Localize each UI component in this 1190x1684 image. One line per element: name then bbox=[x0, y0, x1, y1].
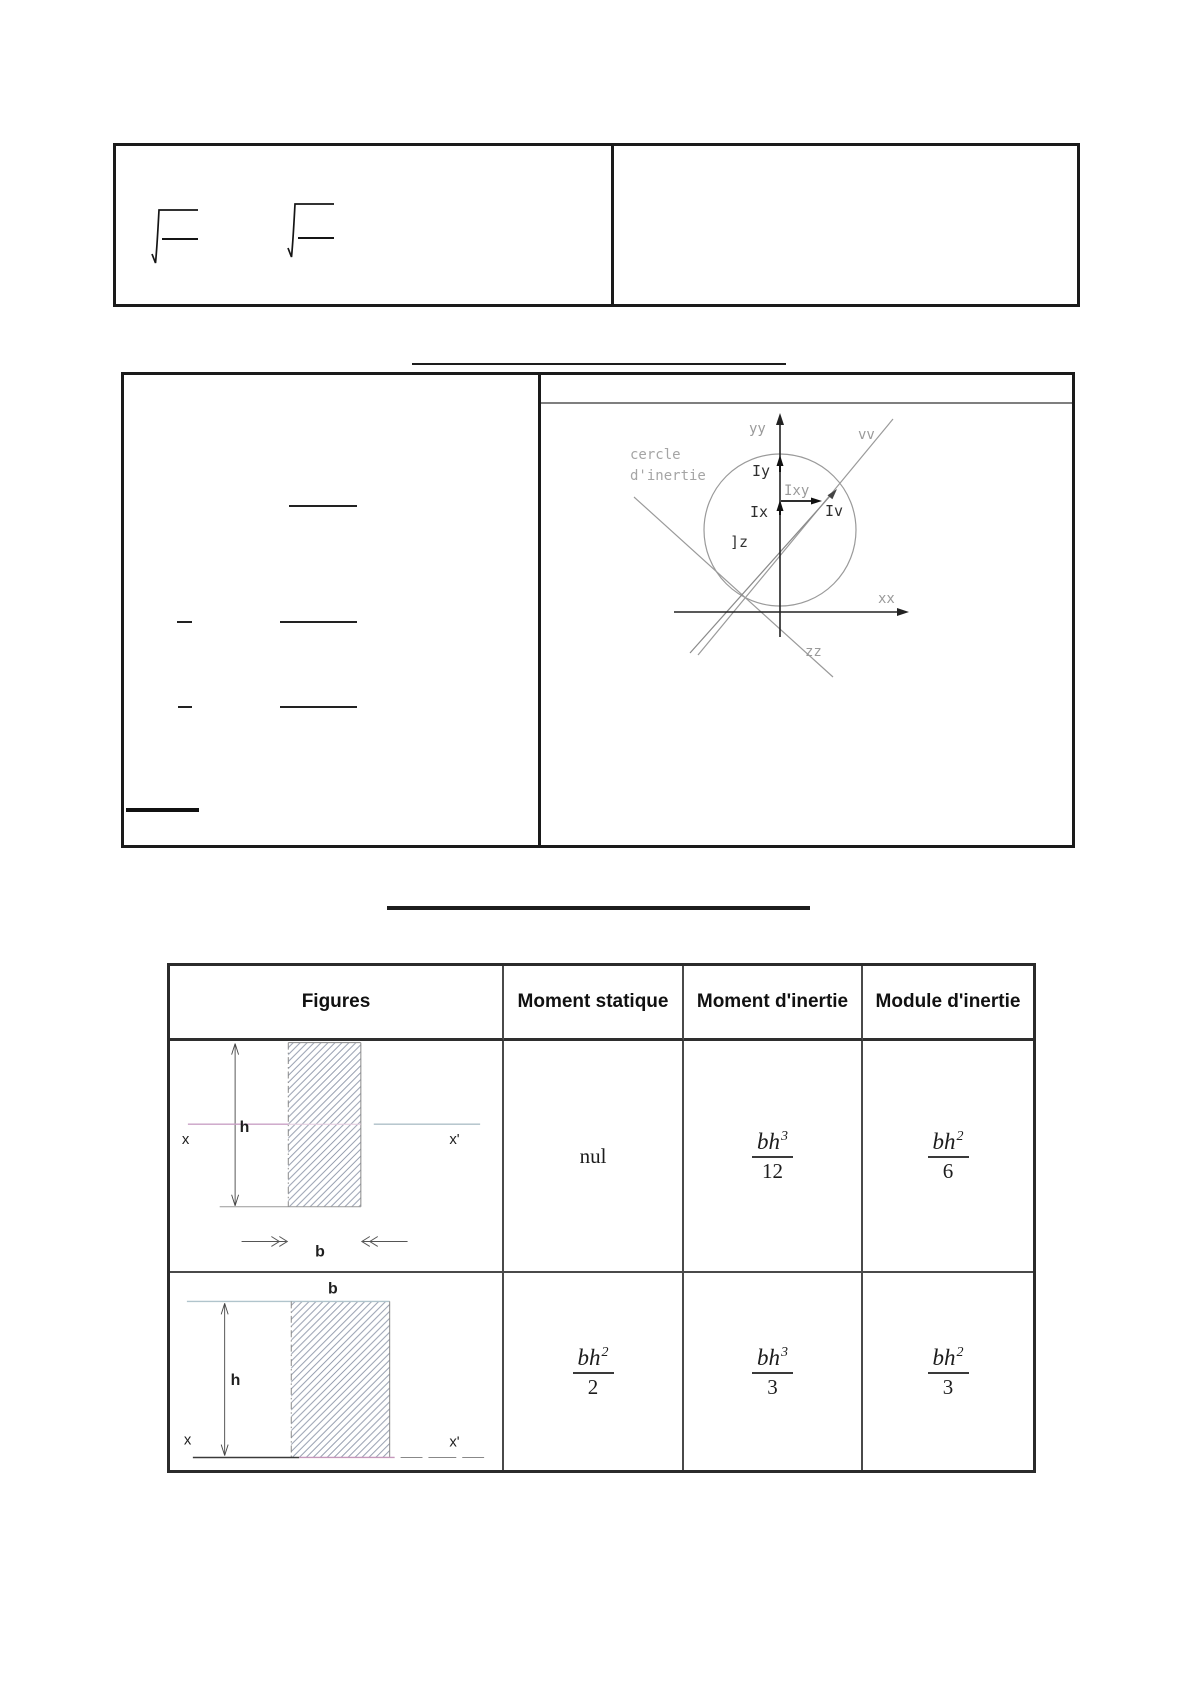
col-header-module-inertie: Module d'inertie bbox=[863, 966, 1033, 1041]
zz-axis-label: zz bbox=[805, 644, 822, 660]
figure-rect-centroid-axis bbox=[170, 1041, 504, 1273]
figure-2-drawing bbox=[170, 1273, 502, 1470]
b-label: b bbox=[328, 1280, 338, 1298]
ixy-label: Ixy bbox=[784, 483, 810, 499]
inertia-circle-diagram bbox=[541, 375, 1072, 839]
col-header-moment-statique: Moment statique bbox=[504, 966, 684, 1041]
section-heading-underline-2 bbox=[387, 906, 810, 910]
radical-sign bbox=[288, 204, 334, 257]
h-label: h bbox=[230, 1371, 241, 1389]
col-header-figures: Figures bbox=[170, 966, 504, 1041]
top-table-divider bbox=[611, 146, 614, 304]
frac-base: bh bbox=[932, 1344, 956, 1370]
formula-bar-3 bbox=[280, 706, 357, 708]
frac-exp: 2 bbox=[956, 1344, 964, 1360]
x-label: x bbox=[181, 1132, 190, 1149]
yy-axis-label: yy bbox=[749, 421, 766, 437]
fraction bbox=[752, 1130, 793, 1182]
frac-den: 3 bbox=[942, 1374, 954, 1399]
formula-bar-1 bbox=[289, 505, 357, 507]
moment-statique-row1: nul bbox=[504, 1041, 684, 1273]
hatched-section bbox=[291, 1301, 389, 1457]
frac-exp: 2 bbox=[956, 1129, 964, 1145]
circle-caption-line1: cercle bbox=[630, 447, 681, 463]
inertia-section-table bbox=[121, 372, 1075, 848]
section-properties-table bbox=[167, 963, 1036, 1473]
section-heading-underline-1 bbox=[412, 363, 786, 365]
frac-exp: 3 bbox=[781, 1129, 788, 1145]
radical-sign bbox=[152, 210, 198, 263]
iz-label: ]z bbox=[730, 533, 749, 551]
moment-statique-row2 bbox=[504, 1273, 684, 1470]
fraction bbox=[928, 1130, 969, 1182]
radical-formula-1 bbox=[148, 206, 200, 268]
moment-inertie-row1 bbox=[684, 1041, 863, 1273]
x-prime-label: x' bbox=[449, 1132, 460, 1149]
fraction bbox=[752, 1346, 793, 1398]
radical-formula-2 bbox=[284, 200, 336, 262]
frac-base: bh bbox=[577, 1344, 601, 1370]
iy-arrowhead-icon bbox=[777, 455, 784, 466]
x-label: x bbox=[183, 1432, 192, 1449]
h-dimension-line bbox=[221, 1303, 228, 1455]
frac-base: bh bbox=[757, 1344, 780, 1370]
frac-den: 12 bbox=[762, 1159, 783, 1183]
vv-axis-line bbox=[698, 419, 893, 655]
iy-label: Iy bbox=[752, 462, 771, 480]
vv-axis-label: vv bbox=[858, 427, 875, 443]
ix-label: Ix bbox=[750, 503, 769, 521]
ixy-arrowhead-icon bbox=[811, 498, 822, 505]
xx-arrowhead-icon bbox=[897, 608, 909, 616]
module-inertie-row1 bbox=[863, 1041, 1033, 1273]
figure-1-drawing bbox=[170, 1040, 502, 1272]
module-inertie-row2 bbox=[863, 1273, 1033, 1470]
iv-label: Iv bbox=[825, 502, 844, 520]
top-formula-table bbox=[113, 143, 1080, 307]
circle-caption-line2: d'inertie bbox=[630, 468, 706, 484]
frac-den: 2 bbox=[587, 1374, 599, 1399]
zz-axis-line bbox=[634, 497, 833, 677]
frac-exp: 3 bbox=[781, 1344, 788, 1360]
fraction bbox=[573, 1346, 614, 1398]
col-header-moment-inertie: Moment d'inertie bbox=[684, 966, 863, 1041]
yy-arrowhead-icon bbox=[776, 413, 784, 425]
x-prime-label: x' bbox=[449, 1434, 460, 1451]
formula-equals-2 bbox=[177, 621, 192, 623]
b-label: b bbox=[315, 1243, 325, 1261]
formula-equals-3 bbox=[178, 706, 192, 708]
h-label: h bbox=[239, 1119, 250, 1137]
frac-den: 6 bbox=[942, 1159, 954, 1183]
frac-exp: 2 bbox=[601, 1344, 609, 1360]
frac-base: bh bbox=[932, 1129, 956, 1154]
xx-axis-label: xx bbox=[878, 591, 895, 607]
figure-rect-base-axis bbox=[170, 1273, 504, 1470]
formula-bar-2 bbox=[280, 621, 357, 623]
frac-den: 3 bbox=[767, 1374, 778, 1399]
moment-inertie-row2 bbox=[684, 1273, 863, 1470]
frac-base: bh bbox=[757, 1129, 780, 1154]
fraction bbox=[928, 1346, 969, 1398]
formula-underline-4 bbox=[126, 808, 199, 812]
